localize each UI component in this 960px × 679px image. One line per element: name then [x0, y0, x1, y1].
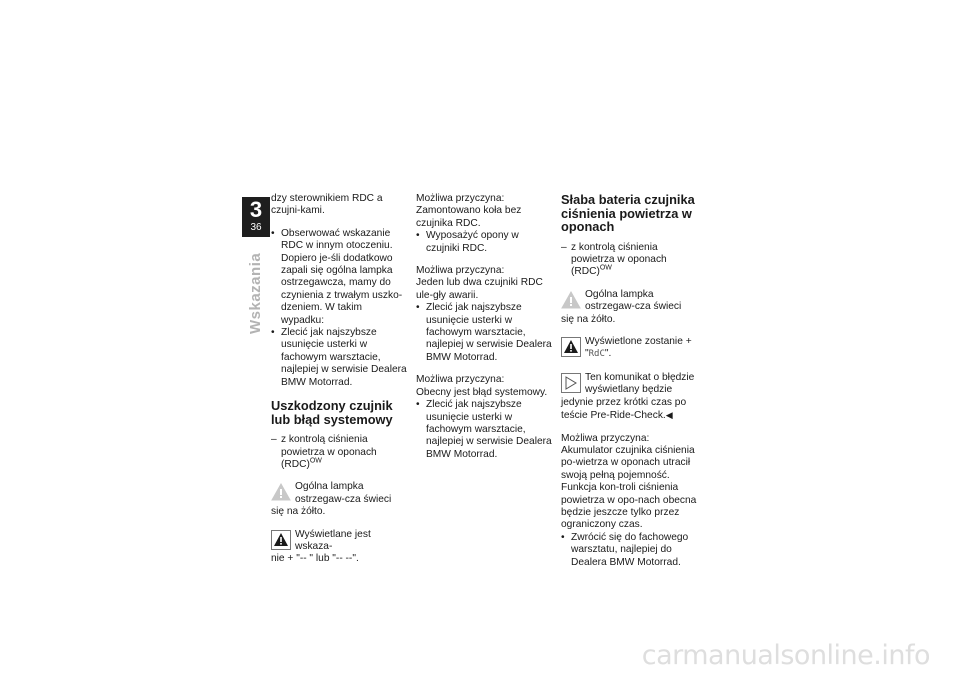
note-text-line: wyświetlany będzie jedynie przez krótki czas po teście Pre-Ride-Check.: [561, 384, 687, 422]
note-warning-lamp: [561, 289, 697, 326]
condition-text: z kontrolą ciśnienia powietrza w oponach (RDC): [571, 241, 667, 278]
bullet-list: [561, 532, 697, 569]
note-text-line: Ten komunikat o błędzie: [585, 371, 695, 383]
note-display: [561, 336, 697, 362]
chapter-tab: [242, 197, 270, 237]
cause-text: Obecny jest błąd systemowy.: [416, 386, 548, 398]
list-item: • Zlecić jak najszybsze usunięcie usterki w fachowym warsztacie, najlepiej w serwisie Dealera BMW Motorrad.: [271, 327, 407, 389]
list-item: • Zlecić jak najszybsze usunięcie usterki w fachowym warsztacie, najlepiej w serwisie Dealera BMW Motorrad.: [416, 302, 552, 364]
list-item: • Zlecić jak najszybsze usunięcie usterki w fachowym warsztacie, najlepiej w serwisie Dealera BMW Motorrad.: [416, 399, 552, 461]
list-item: • Obserwować wskazanie RDC w innym otoczeniu. Dopiero je-śli dodatkowo zapali się ogólna lampka ostrzegawcza, mamy do czynienia z trwałym uszko-dzeniem. W takim wypadku:: [271, 228, 407, 327]
option-superscript: OW: [599, 264, 612, 272]
page-number: 36: [250, 222, 262, 233]
warning-triangle-lamp-icon: [561, 290, 581, 310]
bullet-list: [416, 399, 552, 461]
watermark: carmanualsonline.info: [641, 640, 930, 671]
cause-label: Możliwa przyczyna:: [561, 432, 650, 444]
section-side-label: Wskazania: [247, 252, 264, 334]
quote-close: ".: [604, 348, 612, 360]
section-heading: Słaba bateria czujnika ciśnienia powietrza w oponach: [561, 192, 695, 234]
intro-text: dzy sterownikiem RDC a czujni-kami.: [271, 193, 383, 217]
column-3: [561, 193, 697, 579]
list-item: • Zwrócić się do fachowego warsztatu, najlepiej do Dealera BMW Motorrad.: [561, 532, 697, 569]
cause-text: Zamontowano koła bez czujnika RDC.: [416, 205, 522, 229]
chapter-number: 3: [249, 197, 263, 222]
column-1: [271, 193, 407, 576]
condition-text: z kontrolą ciśnienia powietrza w oponach (RDC): [281, 434, 377, 470]
info-triangle-icon: [561, 373, 581, 393]
option-superscript: OW: [309, 457, 322, 465]
end-mark: ◀: [665, 410, 673, 421]
cause-text: Akumulator czujnika ciśnienia po-wietrza w oponach utracił swoją pełną pojemność. Funkcja kon-troli ciśnienia powietrza w opo-nach obecna będzie jeszcze tylko przez ograniczony czas.: [561, 444, 697, 531]
list-item: • Wyposażyć opony w czujniki RDC.: [416, 230, 552, 255]
bullet-list: [416, 302, 552, 364]
section-heading: Uszkodzony czujnik lub błąd systemowy: [271, 398, 393, 427]
note-text-line: nie + "-- " lub "-- --".: [271, 553, 359, 565]
cause-label: Możliwa przyczyna:: [416, 374, 505, 386]
quote-open: ": [585, 348, 589, 360]
note-info: [561, 372, 697, 423]
note-text: Ogólna lampka ostrzegaw-cza świeci się na żółto.: [271, 481, 392, 518]
condition-item: [561, 242, 697, 279]
warning-triangle-display-icon: [271, 530, 291, 550]
cause-label: Możliwa przyczyna:: [416, 193, 505, 204]
cause-label: Możliwa przyczyna:: [416, 265, 505, 277]
note-display: [271, 529, 407, 566]
condition-item: [271, 434, 407, 471]
note-text: Ogólna lampka ostrzegaw-cza świeci się na żółto.: [561, 288, 682, 325]
note-text-line: Wyświetlone zostanie +: [585, 335, 692, 347]
display-code: RdC: [588, 349, 605, 360]
column-2: [416, 193, 552, 471]
cause-text: Jeden lub dwa czujniki RDC ule-gły awarii.: [416, 277, 543, 301]
warning-triangle-lamp-icon: [271, 482, 291, 502]
note-warning-lamp: [271, 481, 407, 518]
warning-triangle-display-icon: [561, 337, 581, 357]
bullet-list: [271, 228, 407, 389]
note-text-line: Wyświetlane jest wskaza-: [295, 528, 371, 552]
bullet-list: [416, 230, 552, 255]
note-text-line: [561, 348, 697, 360]
